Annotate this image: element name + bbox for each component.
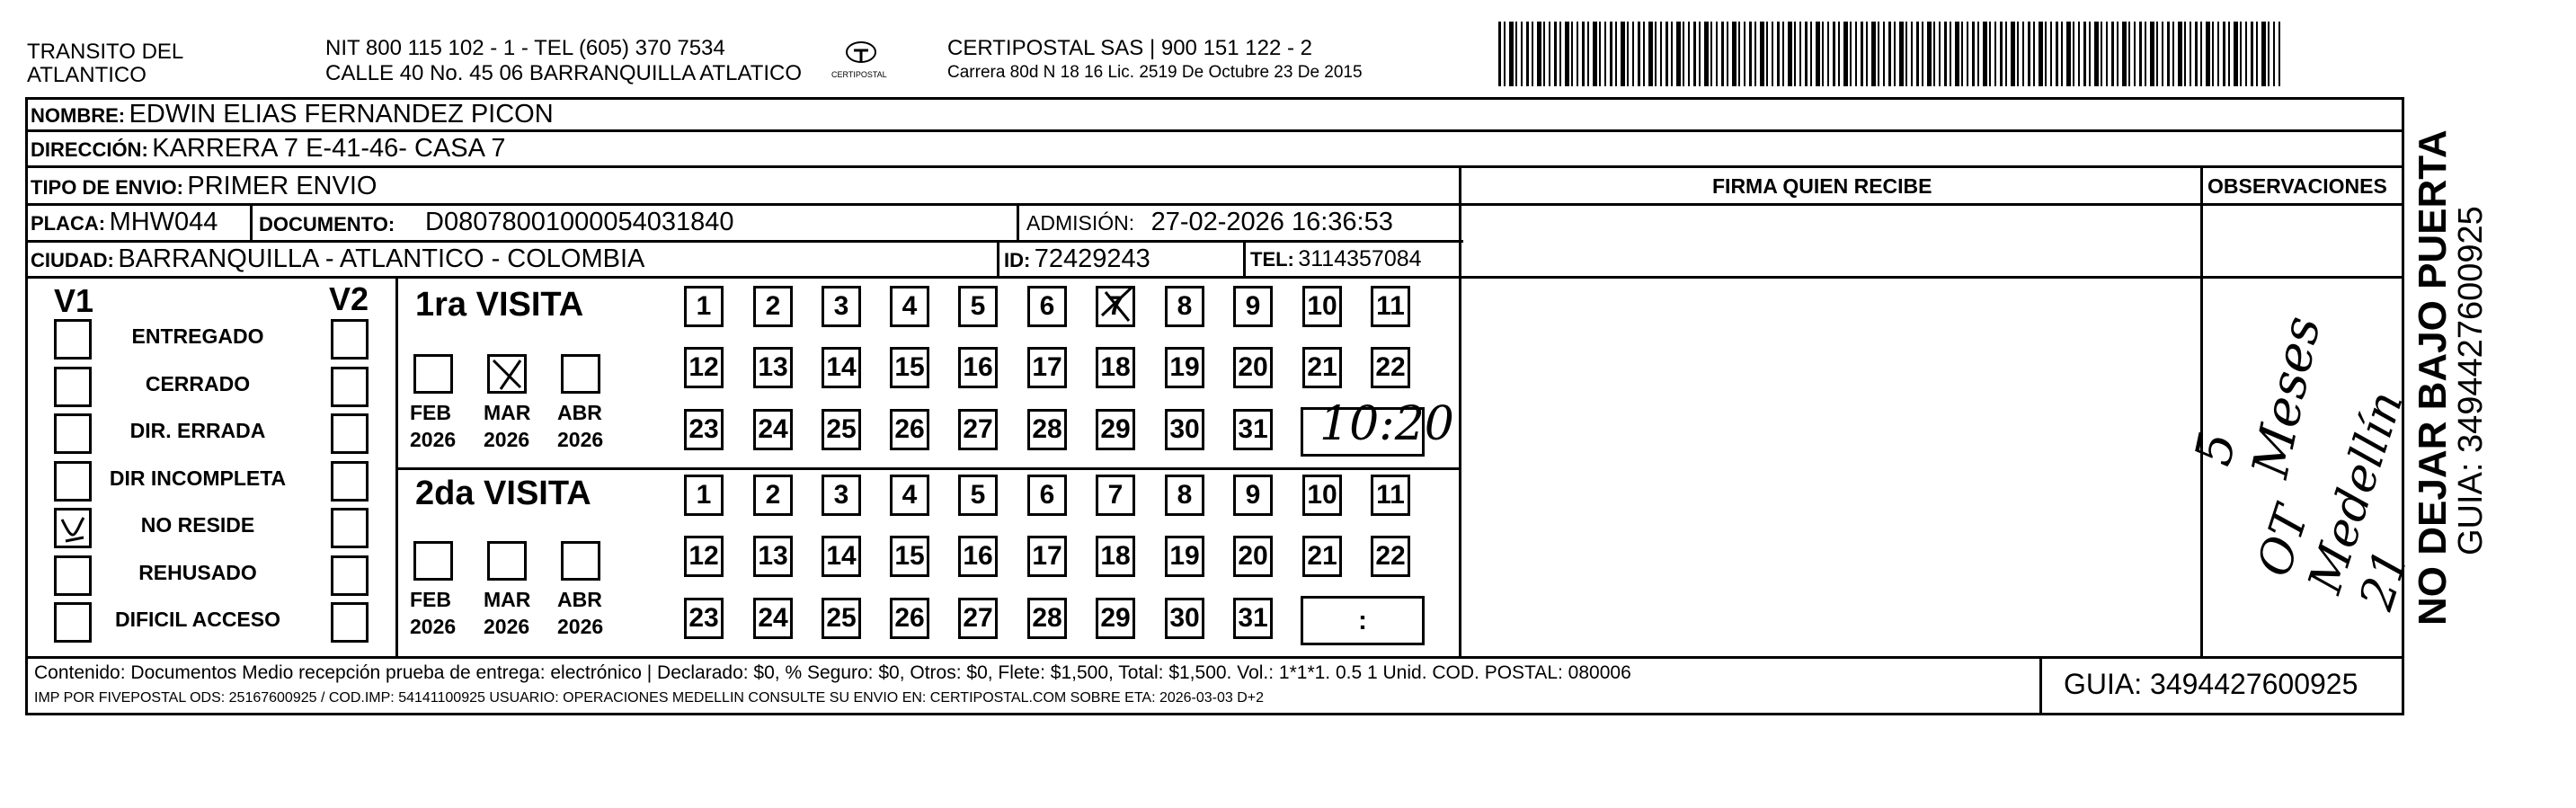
visit2-day-number: 17 (1032, 541, 1062, 571)
admission-datetime: 27-02-2026 16:36:53 (1150, 208, 1393, 236)
visit1-day-box[interactable] (1096, 347, 1135, 388)
shipment-type-label: TIPO DE ENVIO: (31, 176, 183, 199)
visit1-day-box[interactable] (822, 286, 861, 327)
visit2-day-box[interactable] (1233, 475, 1273, 516)
address-label: DIRECCIÓN: (31, 138, 148, 161)
visit2-day-number: 11 (1376, 480, 1405, 510)
visit2-day-box[interactable] (1371, 475, 1410, 516)
visit2-day-box[interactable] (1302, 536, 1342, 577)
handwritten-mark-icon (1093, 280, 1138, 330)
visit1-day-number: 10 (1307, 291, 1337, 321)
visit1-day-number: 6 (1039, 291, 1055, 321)
visit2-day-number: 24 (758, 603, 788, 633)
visit2-month-label: MAR (484, 588, 531, 611)
visit1-day-number: 11 (1376, 291, 1405, 321)
document-number: D08078001000054031840 (425, 208, 734, 236)
visit1-day-number: 22 (1375, 352, 1406, 382)
status-label: CERRADO (145, 371, 251, 395)
visit1-day-number: 1 (696, 291, 712, 321)
visit1-day-box[interactable] (1027, 286, 1067, 327)
visit1-month-label: MAR (484, 401, 531, 424)
visit1-day-box[interactable] (684, 347, 724, 388)
visit1-day-number: 17 (1032, 352, 1062, 382)
v1-header: V1 (54, 282, 94, 319)
visit1-day-box[interactable] (890, 347, 929, 388)
tel-number: 3114357084 (1298, 246, 1422, 271)
visit2-day-box[interactable] (890, 598, 929, 639)
v2-checkbox[interactable] (331, 555, 369, 596)
visit2-day-box[interactable] (1096, 475, 1135, 516)
visit1-day-number: 8 (1177, 291, 1193, 321)
visit1-day-number: 21 (1307, 352, 1337, 382)
visit1-day-number: 7 (1107, 291, 1124, 321)
recipient-address: KARRERA 7 E-41-46- CASA 7 (152, 134, 506, 163)
visit2-day-box[interactable] (1371, 536, 1410, 577)
visit1-month-label: ABR (557, 401, 602, 424)
visit1-month-label: FEB (410, 401, 451, 424)
v2-checkbox[interactable] (331, 602, 369, 643)
visit2-day-number: 4 (902, 480, 918, 510)
visit1-day-number: 25 (826, 414, 857, 444)
plate-label: PLACA: (31, 212, 106, 235)
visit2-day-number: 29 (1100, 603, 1131, 633)
visit2-day-number: 30 (1169, 603, 1200, 633)
footer-imp: IMP POR FIVEPOSTAL ODS: 25167600925 / COD.IMP: 54141100925 USUARIO: OPERACIONES MEDELLIN CONSULTE SU ENVIO EN: CERTIPOSTAL.COM SOBRE ETA: 2026-03-03 D+2 (34, 690, 1265, 706)
document-label: DOCUMENTO: (259, 213, 395, 235)
visit1-day-number: 27 (963, 414, 993, 444)
signature-column-header: FIRMA QUIEN RECIBE (1712, 174, 1932, 198)
visit2-day-number: 13 (758, 541, 788, 571)
barcode (1498, 22, 2280, 86)
observations-column-header: OBSERVACIONES (2207, 174, 2387, 198)
visit1-day-box[interactable] (1233, 347, 1273, 388)
visit2-day-number: 15 (894, 541, 925, 571)
visit2-day-box[interactable] (753, 598, 793, 639)
visit2-day-number: 27 (963, 603, 993, 633)
visit1-day-box[interactable] (822, 347, 861, 388)
sender-address: CALLE 40 No. 45 06 BARRANQUILLA ATLATICO (325, 61, 803, 85)
handwritten-x-icon (490, 357, 524, 391)
visit2-time-box[interactable] (1301, 596, 1425, 645)
visit1-day-number: 5 (970, 291, 986, 321)
visit1-day-number: 20 (1238, 352, 1268, 382)
visit2-day-number: 12 (688, 541, 719, 571)
visit1-day-box[interactable] (1371, 347, 1410, 388)
visit2-month-checkbox[interactable] (487, 541, 527, 581)
visit2-month-checkbox[interactable] (413, 541, 453, 581)
visit2-day-number: 10 (1307, 480, 1337, 510)
visit1-day-number: 18 (1100, 352, 1131, 382)
visit1-day-number: 13 (758, 352, 788, 382)
visit1-day-number: 29 (1100, 414, 1131, 444)
status-label: DIFICIL ACCESO (114, 608, 280, 631)
v2-checkbox[interactable] (331, 508, 369, 548)
visit1-day-box[interactable] (890, 409, 929, 450)
visit2-day-box[interactable] (890, 536, 929, 577)
v2-checkbox[interactable] (331, 319, 369, 360)
visit1-day-box[interactable] (1165, 286, 1204, 327)
carrier-company: CERTIPOSTAL SAS | 900 151 122 - 2 (947, 36, 1312, 60)
footer-content: Contenido: Documentos Medio recepción prueba de entrega: electrónico | Declarado: $0, % Seguro: $0, Otros: $0, Flete: $1,500, Total: $1,500. Vol.: 1*1*1. 0.5 1 Unid. COD. POSTAL: 080006 (34, 662, 1631, 683)
visit2-day-box[interactable] (822, 475, 861, 516)
visit2-day-number: 8 (1177, 480, 1193, 510)
visit1-day-box[interactable] (1233, 286, 1273, 327)
visit1-time: 10:20 (1319, 397, 1454, 451)
visit2-day-number: 21 (1307, 541, 1337, 571)
visit1-day-number: 28 (1032, 414, 1062, 444)
certipostal-logo-icon (845, 40, 877, 67)
carrier-license: Carrera 80d N 18 16 Lic. 2519 De Octubre 23 De 2015 (947, 63, 1363, 82)
visit1-day-box[interactable] (822, 409, 861, 450)
status-label: REHUSADO (138, 560, 257, 584)
visit1-day-number: 30 (1169, 414, 1200, 444)
visit2-day-box[interactable] (1233, 598, 1273, 639)
visit2-day-number: 25 (826, 603, 857, 633)
visit2-day-number: 31 (1238, 603, 1268, 633)
visit1-month-checkbox[interactable] (561, 354, 600, 394)
visit2-time: : (1358, 605, 1367, 635)
visit2-day-number: 16 (963, 541, 993, 571)
recipient-name: EDWIN ELIAS FERNANDEZ PICON (129, 100, 554, 129)
visit2-month-label: FEB (410, 588, 451, 611)
visit1-month-checkbox[interactable] (487, 354, 527, 394)
status-label: NO RESIDE (140, 513, 255, 537)
visit1-day-box[interactable] (753, 409, 793, 450)
visit1-day-box[interactable] (1302, 286, 1342, 327)
plate: MHW044 (109, 208, 218, 236)
visit2-day-number: 3 (833, 480, 849, 510)
visit2-day-box[interactable] (753, 475, 793, 516)
visit1-day-box[interactable] (1165, 409, 1204, 450)
visit1-day-box[interactable] (684, 409, 724, 450)
visit1-day-box[interactable] (1096, 286, 1135, 327)
visit1-day-number: 15 (894, 352, 925, 382)
visit1-day-box[interactable] (753, 286, 793, 327)
side-warning: NO DEJAR BAJO PUERTA (2411, 129, 2455, 626)
footer-guia: GUIA: 3494427600925 (2064, 668, 2358, 700)
v2-checkbox[interactable] (331, 367, 369, 407)
visit2-month-checkbox[interactable] (561, 541, 600, 581)
visit2-day-box[interactable] (890, 475, 929, 516)
visit2-year-label: 2026 (484, 615, 530, 638)
visit2-day-box[interactable] (1165, 475, 1204, 516)
form-frame (25, 97, 2404, 715)
visit1-day-box[interactable] (684, 286, 724, 327)
visit2-day-box[interactable] (1027, 475, 1067, 516)
visit1-month-checkbox[interactable] (413, 354, 453, 394)
visit2-day-box[interactable] (1165, 598, 1204, 639)
visit2-day-box[interactable] (684, 598, 724, 639)
visit1-day-number: 2 (765, 291, 781, 321)
admission-label: ADMISIÓN: (1026, 211, 1135, 235)
sender-nit: NIT 800 115 102 - 1 - TEL (605) 370 7534 (325, 36, 725, 60)
certipostal-logo (845, 40, 877, 67)
visit1-day-box[interactable] (753, 347, 793, 388)
visit2-day-box[interactable] (684, 536, 724, 577)
city-label: CIUDAD: (31, 249, 114, 271)
visit2-day-box[interactable] (958, 536, 998, 577)
tel-label: TEL: (1250, 248, 1294, 271)
visit2-day-number: 23 (688, 603, 719, 633)
sender-line1: TRANSITO DEL (27, 40, 184, 64)
visit1-day-box[interactable] (1027, 347, 1067, 388)
visit1-day-box[interactable] (890, 286, 929, 327)
v2-checkbox[interactable] (331, 461, 369, 502)
visit2-day-box[interactable] (1233, 536, 1273, 577)
visit1-day-number: 19 (1169, 352, 1200, 382)
side-guia: GUIA: 3494427600925 (2452, 206, 2490, 555)
visit1-day-box[interactable] (1371, 286, 1410, 327)
visit2-day-number: 6 (1039, 480, 1055, 510)
id-label: ID: (1004, 249, 1031, 271)
visit2-day-number: 26 (894, 603, 925, 633)
visit1-day-box[interactable] (958, 347, 998, 388)
visit2-year-label: 2026 (410, 615, 457, 638)
visit2-day-box[interactable] (1027, 598, 1067, 639)
visit1-day-box[interactable] (1302, 347, 1342, 388)
visit2-day-number: 18 (1100, 541, 1131, 571)
city: BARRANQUILLA - ATLANTICO - COLOMBIA (118, 244, 645, 273)
visit1-year-label: 2026 (484, 428, 530, 451)
visit1-day-number: 3 (833, 291, 849, 321)
visit1-day-number: 4 (902, 291, 918, 321)
visit1-day-box[interactable] (958, 409, 998, 450)
visit2-day-box[interactable] (1096, 536, 1135, 577)
visit2-day-box[interactable] (753, 536, 793, 577)
visit1-day-number: 9 (1245, 291, 1261, 321)
observations-handwriting (2184, 270, 2420, 647)
visit2-day-box[interactable] (1302, 475, 1342, 516)
visit2-day-number: 28 (1032, 603, 1062, 633)
visit2-day-number: 20 (1238, 541, 1268, 571)
visit2-day-box[interactable] (684, 475, 724, 516)
observation-line1: 5 Meses (2184, 311, 2332, 484)
visit2-day-box[interactable] (958, 475, 998, 516)
status-label: ENTREGADO (131, 324, 264, 348)
visit1-year-label: 2026 (410, 428, 457, 451)
id-number: 72429243 (1034, 244, 1150, 273)
visit2-day-box[interactable] (1027, 536, 1067, 577)
visit2-day-number: 5 (970, 480, 986, 510)
visit2-day-number: 19 (1169, 541, 1200, 571)
visit2-day-box[interactable] (822, 598, 861, 639)
visit2-day-box[interactable] (958, 598, 998, 639)
v2-checkbox[interactable] (331, 413, 369, 454)
visit1-day-box[interactable] (958, 286, 998, 327)
visit2-day-number: 14 (826, 541, 857, 571)
status-label: DIR. ERRADA (129, 419, 266, 442)
shipment-type: PRIMER ENVIO (187, 172, 378, 200)
visit1-day-number: 16 (963, 352, 993, 382)
visit1-day-box[interactable] (1165, 347, 1204, 388)
visit1-day-number: 24 (758, 414, 788, 444)
visit1-day-number: 23 (688, 414, 719, 444)
name-label: NOMBRE: (31, 104, 126, 127)
visit1-day-box[interactable] (1233, 409, 1273, 450)
visit1-day-box[interactable] (1096, 409, 1135, 450)
v2-header: V2 (329, 280, 369, 317)
visit1-day-number: 12 (688, 352, 719, 382)
visit1-time-box[interactable] (1301, 397, 1454, 457)
logo-caption: CERTIPOSTAL (831, 70, 887, 79)
visit2-month-label: ABR (557, 588, 602, 611)
visit2-day-number: 7 (1107, 480, 1124, 510)
visit2-day-box[interactable] (1165, 536, 1204, 577)
visit2-day-box[interactable] (1096, 598, 1135, 639)
visit1-year-label: 2026 (557, 428, 604, 451)
visit2-day-number: 22 (1375, 541, 1406, 571)
visit1-day-number: 31 (1238, 414, 1268, 444)
visit2-day-box[interactable] (822, 536, 861, 577)
visit2-day-number: 2 (765, 480, 781, 510)
observation-line2: OT Medellín 21 (2247, 385, 2420, 617)
visit1-day-box[interactable] (1027, 409, 1067, 450)
visit2-day-number: 9 (1245, 480, 1261, 510)
visit2-year-label: 2026 (557, 615, 604, 638)
visit2-day-number: 1 (696, 480, 712, 510)
sender-line2: ATLANTICO (27, 63, 147, 87)
visit1-day-number: 14 (826, 352, 857, 382)
status-label: DIR INCOMPLETA (109, 466, 287, 490)
visit1-title: 1ra VISITA (415, 286, 584, 324)
visit2-title: 2da VISITA (415, 475, 591, 512)
visit1-day-number: 26 (894, 414, 925, 444)
